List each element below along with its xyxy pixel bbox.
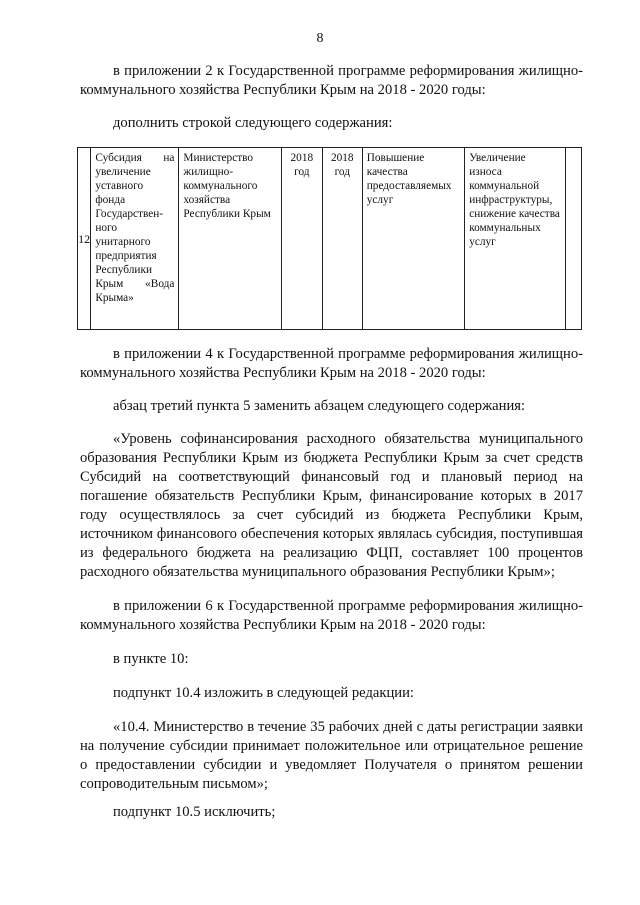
expected-result-cell: Повышение качества предоставляемых услуг xyxy=(362,148,464,330)
paragraph-annex-4: в приложении 4 к Государственной программе реформирования жилищно-коммунального хозяйства Республики Крым на 2018 - 2020 годы: xyxy=(80,346,583,381)
paragraph-replace: абзац третий пункта 5 заменить абзацем следующего содержания: xyxy=(113,398,526,414)
end-year-cell: 2018 год xyxy=(322,148,362,330)
paragraph-add-row: дополнить строкой следующего содержания: xyxy=(113,115,393,131)
paragraph-annex-6: в приложении 6 к Государственной программе реформирования жилищно-коммунального хозяйства Республики Крым на 2018 - 2020 годы: xyxy=(80,598,583,633)
paragraph-subpoint-10-4: подпункт 10.4 изложить в следующей редакции: xyxy=(113,685,414,701)
consequence-cell: Увеличение износа коммунальной инфраструктуры, снижение качества коммунальных услуг xyxy=(465,148,565,330)
page-number: 8 xyxy=(316,31,324,46)
program-table xyxy=(77,147,582,330)
paragraph-point-10: в пункте 10: xyxy=(113,651,189,667)
executor-cell: Министерство жилищно-коммунального хозяйства Республики Крым xyxy=(179,148,281,330)
paragraph-subpoint-10-5: подпункт 10.5 исключить; xyxy=(113,804,276,820)
measure-name-cell: Субсидия на увеличение уставного фонда Государствен-ного унитарного предприятия Республики Крым «Вода Крыма» xyxy=(91,148,179,330)
paragraph-quote-10-4: «10.4. Министерство в течение 35 рабочих дней с даты регистрации заявки на получение субсидии принимает положительное или отрицательное решение о предоставлении субсидии и уведомляет Получателя о принятом решении сопроводительным письмом»; xyxy=(80,719,583,792)
start-year-cell: 2018 год xyxy=(281,148,322,330)
table-row xyxy=(78,148,582,330)
paragraph-quote-cofinancing: «Уровень софинансирования расходного обязательства муниципального образования Республики Крым из бюджета Республики Крым за счет средств Субсидий на соответствующий финансовый год и плановый период на погашение обязательств Республики Крым, финансирование которых в 2017 году осуществлялось за счет субсидий из бюджета Республики Крым, источником финансового обеспечения которых являлась субсидия, поступившая из федерального бюджета на реализацию ФЦП, составляет 100 процентов расходного обязательства муниципального образования Республики Крым»; xyxy=(80,431,583,580)
empty-cell xyxy=(565,148,581,330)
paragraph-annex-2: в приложении 2 к Государственной программе реформирования жилищно-коммунального хозяйства Республики Крым на 2018 - 2020 годы: xyxy=(80,63,583,98)
row-number-cell: 12 xyxy=(78,148,91,330)
